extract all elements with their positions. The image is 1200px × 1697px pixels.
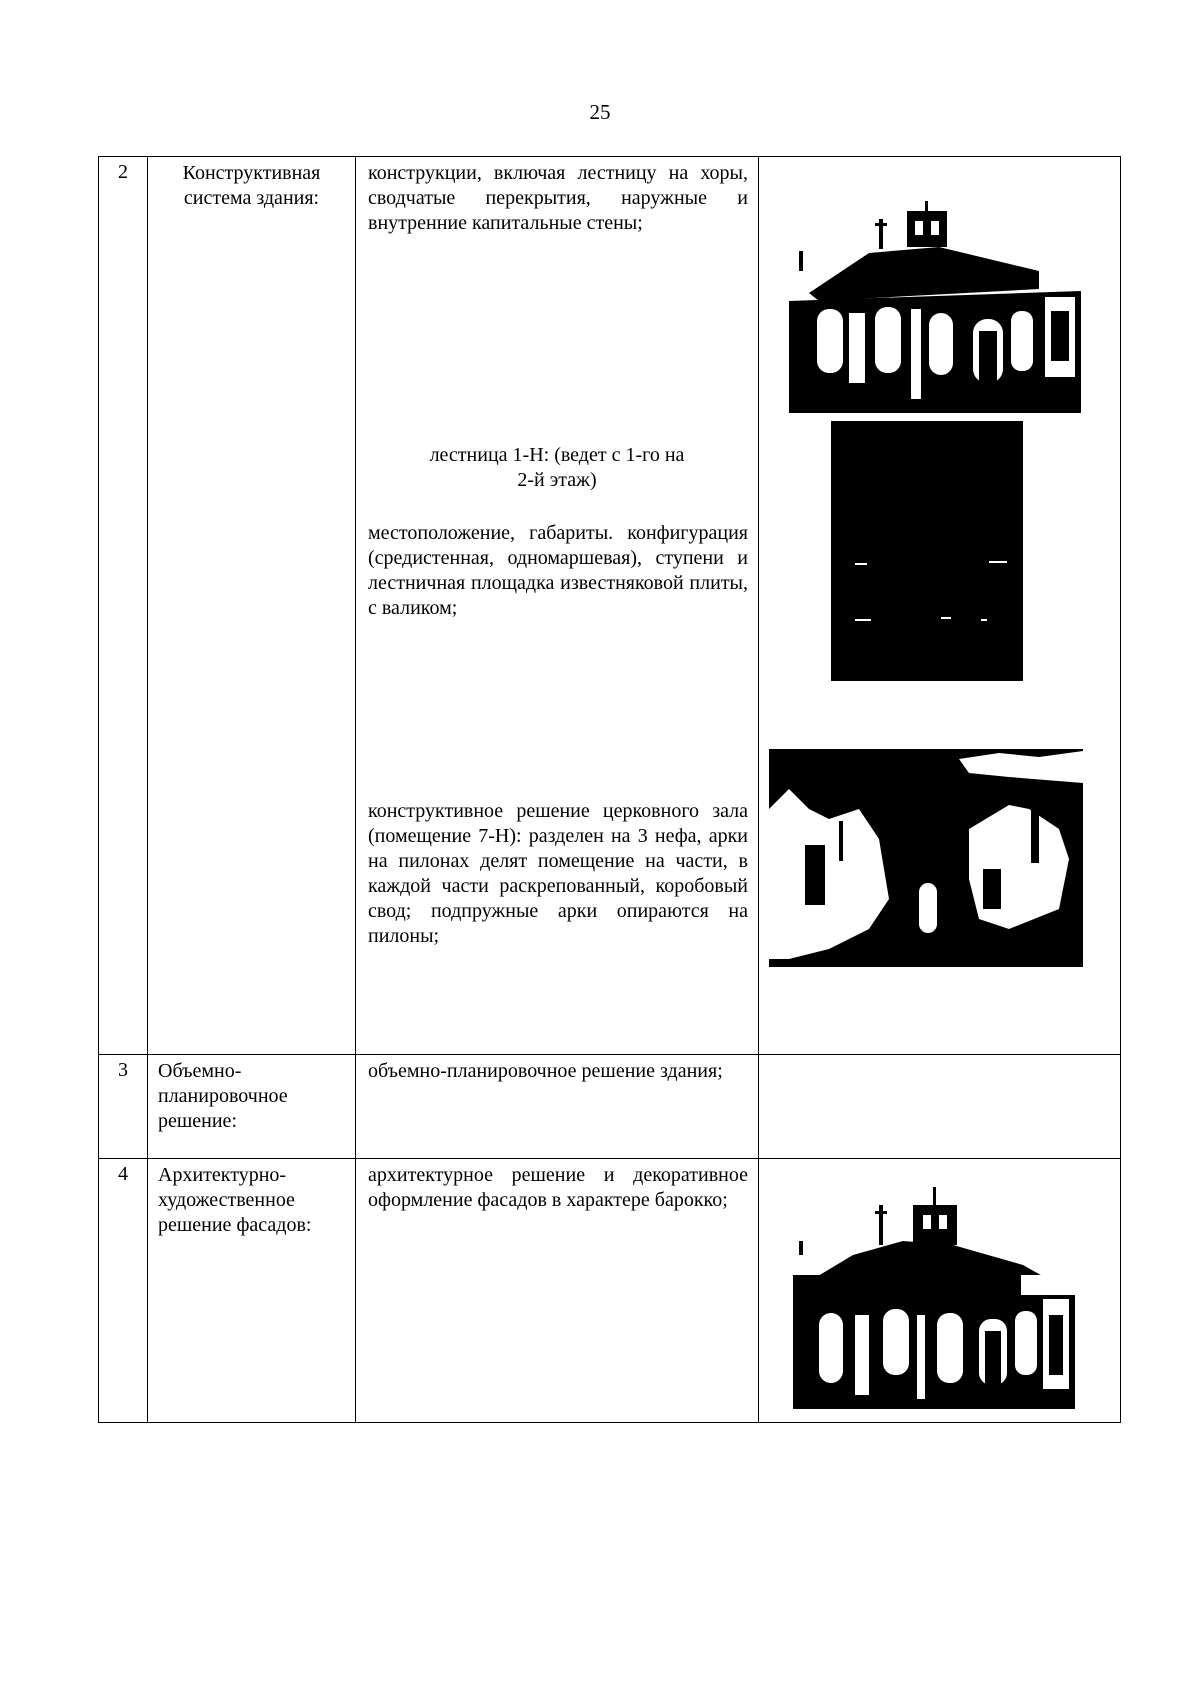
row-category: Объемно-планировочное решение: bbox=[148, 1055, 356, 1159]
description-paragraph: объемно-планировочное решение здания; bbox=[368, 1060, 723, 1082]
table-row bbox=[99, 1159, 1121, 1423]
row-category: Архитектурно-художественное решение фасадов: bbox=[148, 1159, 356, 1423]
church-facade-photo bbox=[793, 1175, 1075, 1409]
table-row bbox=[99, 1055, 1121, 1159]
row-images bbox=[759, 157, 1121, 1055]
row-number: 2 bbox=[99, 157, 148, 1055]
row-description bbox=[356, 157, 759, 1055]
description-paragraph: конструктивное решение церковного зала (помещение 7-Н): разделен на 3 нефа, арки на пилонах делят помещение на части, в каждой части раскрепованный, коробовый свод; подпружные арки опираются на пилоны; bbox=[368, 800, 748, 947]
row-images bbox=[759, 1055, 1121, 1159]
row-images bbox=[759, 1159, 1121, 1423]
heritage-elements-table bbox=[98, 156, 1121, 1423]
church-exterior-photo bbox=[789, 201, 1081, 413]
church-hall-interior-photo bbox=[769, 749, 1083, 967]
description-paragraph: конструкции, включая лестницу на хоры, сводчатые перекрытия, наружные и внутренние капитальные стены; bbox=[368, 162, 748, 234]
row-number: 4 bbox=[99, 1159, 148, 1423]
table-row bbox=[99, 157, 1121, 1055]
row-description bbox=[356, 1055, 759, 1159]
page-number: 25 bbox=[589, 100, 611, 124]
row-description bbox=[356, 1159, 759, 1423]
stair-heading: лестница 1-Н: (ведет с 1-го на 2-й этаж) bbox=[429, 444, 685, 491]
description-paragraph: местоположение, габариты. конфигурация (средистенная, одномаршевая), ступени и лестничная площадка известняковой плиты, с валиком; bbox=[368, 522, 748, 619]
description-paragraph: архитектурное решение и декоративное оформление фасадов в характере барокко; bbox=[368, 1164, 748, 1211]
staircase-photo bbox=[831, 421, 1023, 681]
row-number: 3 bbox=[99, 1055, 148, 1159]
row-category: Конструктивная система здания: bbox=[148, 157, 356, 1055]
